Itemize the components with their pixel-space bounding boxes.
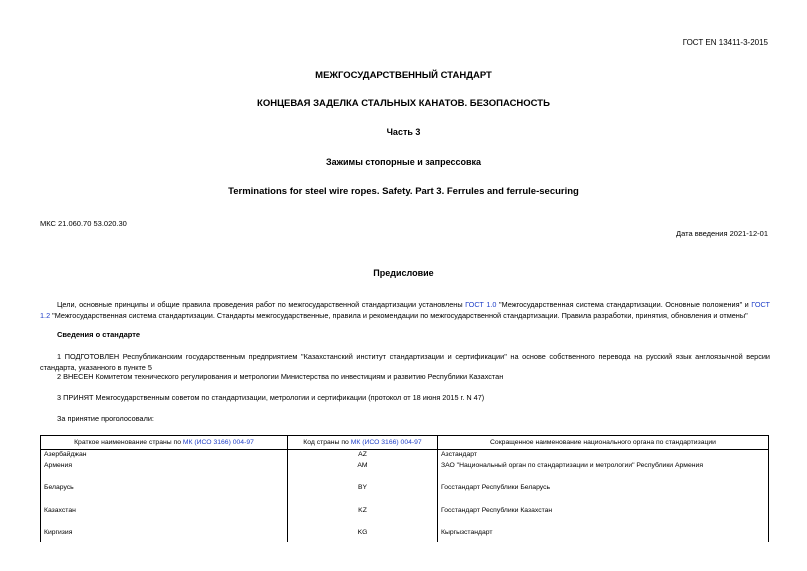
body-cell: Госстандарт Республики Казахстан — [438, 506, 769, 528]
standard-type-heading: МЕЖГОСУДАРСТВЕННЫЙ СТАНДАРТ — [315, 70, 492, 81]
code-cell: AZ — [288, 450, 438, 461]
table-header-row — [41, 436, 769, 450]
table-row — [41, 461, 769, 483]
col-header-body: Сокращенное наименование национального органа по стандартизации — [438, 436, 769, 450]
mk-iso-link[interactable]: МК (ИСО 3166) 004-97 — [182, 439, 254, 446]
document-code: ГОСТ EN 13411-3-2015 — [682, 38, 768, 47]
english-title: Terminations for steel wire ropes. Safety. Part 3. Ferrules and ferrule-securing — [228, 186, 579, 197]
part-heading: Часть 3 — [386, 127, 421, 137]
code-cell: AM — [288, 461, 438, 483]
gost-1-2-link[interactable]: ГОСТ 1.2 — [40, 300, 770, 320]
table-row — [41, 483, 769, 506]
main-title: КОНЦЕВАЯ ЗАДЕЛКА СТАЛЬНЫХ КАНАТОВ. БЕЗОПАСНОСТЬ — [257, 98, 550, 109]
body-cell: Кыргызстандарт — [438, 528, 769, 542]
body-cell: Госстандарт Республики Беларусь — [438, 483, 769, 506]
foreword-paragraph: Цели, основные принципы и общие правила проведения работ по межгосударственной стандартизации установлены ГОСТ 1.0 "Межгосударственная система стандартизации. Основные положения" и ГОСТ 1.2 "Межгосударственная система стандартизации. Стандарты межгосударственные, правила и рекомендации по межгосударственной стандартизации. Правила разработки, принятия, обновления и отмены" — [40, 300, 770, 320]
body-cell: Азстандарт — [438, 450, 769, 461]
code-cell: KG — [288, 528, 438, 542]
table-row — [41, 506, 769, 528]
info-item-3: 3 ПРИНЯТ Межгосударственным советом по стандартизации, метрологии и сертификации (протокол от 18 июня 2015 г. N 47) — [57, 393, 485, 402]
country-cell: Азербайджан — [41, 450, 288, 461]
mk-iso-link[interactable]: МК (ИСО 3166) 004-97 — [350, 439, 422, 446]
info-item-1: 1 ПОДГОТОВЛЕН Республиканским государственным предприятием "Казахстанский институт стандартизации и сертификации" на основе собственного перевода на русский язык англоязычной версии стандарта, указанного в пункте 5 — [40, 352, 770, 372]
voting-table — [40, 435, 769, 542]
intro-date: Дата введения 2021-12-01 — [676, 229, 768, 238]
subtitle: Зажимы стопорные и запрессовка — [325, 157, 482, 167]
table-row — [41, 528, 769, 542]
mks-code: МКС 21.060.70 53.020.30 — [40, 219, 127, 228]
body-cell: ЗАО "Национальный орган по стандартизации и метрологии" Республики Армения — [438, 461, 769, 483]
table-row — [41, 450, 769, 461]
country-cell: Беларусь — [41, 483, 288, 506]
country-cell: Армения — [41, 461, 288, 483]
voted-label: За принятие проголосовали: — [57, 414, 154, 423]
code-cell: BY — [288, 483, 438, 506]
foreword-heading: Предисловие — [373, 268, 434, 278]
country-cell: Казахстан — [41, 506, 288, 528]
col-header-country: Краткое наименование страны по МК (ИСО 3166) 004-97 — [41, 436, 288, 450]
info-item-2: 2 ВНЕСЕН Комитетом технического регулирования и метрологии Министерства по инвестициям и развитию Республики Казахстан — [57, 372, 504, 381]
code-cell: KZ — [288, 506, 438, 528]
gost-1-0-link[interactable]: ГОСТ 1.0 — [465, 300, 497, 309]
col-header-code: Код страны по МК (ИСО 3166) 004-97 — [288, 436, 438, 450]
country-cell: Киргизия — [41, 528, 288, 542]
standard-info-heading: Сведения о стандарте — [57, 330, 141, 339]
